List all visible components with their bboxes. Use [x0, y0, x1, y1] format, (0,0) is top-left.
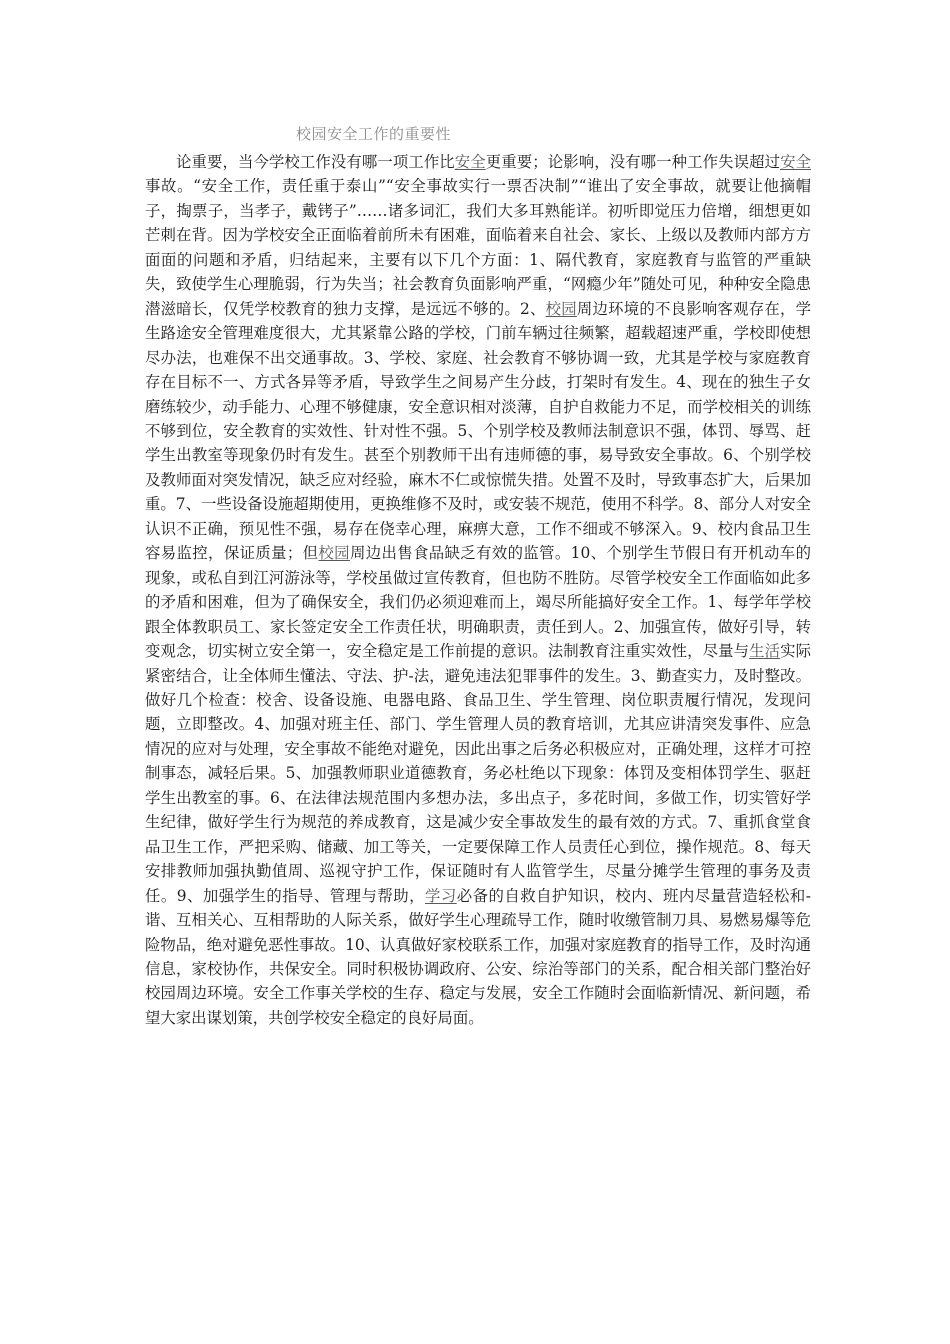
- inline-link[interactable]: 安全: [780, 153, 811, 171]
- body-text-segment: 更重要；论影响，没有哪一种工作失误超过: [485, 153, 781, 171]
- inline-link[interactable]: 学习: [425, 886, 457, 905]
- inline-link[interactable]: 安全: [454, 153, 486, 171]
- inline-link[interactable]: 校园: [318, 544, 350, 563]
- body-text-segment: 论重要，当今学校工作没有哪一项工作比: [176, 153, 455, 171]
- body-text-segment: 实际紧密结合，让全体师生懂法、守法、护-法，避免违法犯罪事件的发生。3、勤查实力，及时整改。做好几个检查：校舍、设备设施、电器电路、食品卫生、学生管理、岗位职责履行情况，发现问题，立即整改。4、加强对班主任、部门、学生管理人员的教育培训，尤其应讲清突发事件、应急情况的应对与处理，安全事故不能绝对避免，因此出事之后务必积极应对，正确处理，这样才可控制事态，减轻后果。5、加强教师职业道德教育，务必杜绝以下现象：体罚及变相体罚学生、驱赶学生出教室的事。6、在法律法规范围内多想办法，多出点子，多花时间，多做工作，切实管好学生纪律，做好学生行为规范的养成教育，这是减少安全事故发生的最有效的方式。7、重抓食堂食品卫生工作，严把采购、储藏、加工等关，一定要保障工作人员责任心到位，操作规范。8、每天安排教师加强执勤值周、巡视守护工作，保证随时有人监管学生，尽量分摊学生管理的事务及责任。9、加强学生的指导、管理与帮助，: [145, 642, 811, 905]
- document-body: [145, 150, 811, 1030]
- body-text-segment: 周边出售食品缺乏有效的监管。10、个别学生节假日有开机动车的现象，或私自到江河游泳等，学校虽做过宣传教育，但也防不胜防。尽管学校安全工作面临如此多的矛盾和困难，但为了确保安全，我们仍必须迎难而上，竭尽所能搞好安全工作。1、每学年学校跟全体教职员工、家长签定安全工作责任状，明确职责，责任到人。2、加强宣传，做好引导，转变观念，切实树立安全第一，安全稳定是工作前提的意识。法制教育注重实效性，尽量与: [145, 544, 811, 661]
- body-text-segment: 事故。“安全工作，责任重于泰山”“安全事故实行一票否决制”“谁出了安全事故，就要让他摘帽子，掏票子，当孝子，戴铐子”……诸多词汇，我们大多耳熟能详。初听即觉压力倍增，细想更如芒刺在背。因为学校安全正面临着前所未有困难，面临着来自社会、家长、上级以及教师内部方方面面的问题和矛盾，归结起来，主要有以下几个方面：1、隔代教育，家庭教育与监管的严重缺失，致使学生心理脆弱，行为失当；社会教育负面影响严重，“网瘾少年”随处可见，种种安全隐患潜滋暗长，仅凭学校教育的独力支撑，是远远不够的。2、: [145, 177, 811, 318]
- inline-link[interactable]: 生活: [749, 642, 781, 661]
- document-title: 校园安全工作的重要性: [296, 125, 452, 143]
- body-text-segment: 周边环境的不良影响客观存在，学生路途安全管理难度很大，尤其紧靠公路的学校，门前车辆过往频繁，超载超速严重，学校即使想尽办法，也难保不出交通事故。3、学校、家庭、社会教育不够协调一致，尤其是学校与家庭教育存在目标不一、方式各异等矛盾，导致学生之间易产生分歧，打架时有发生。4、现在的独生子女磨练较少，动手能力、心理不够健康，安全意识相对淡薄，自护自救能力不足，而学校相关的训练不够到位，安全教育的实效性、针对性不强。5、个别学校及教师法制意识不强，体罚、辱骂、赶学生出教室等现象仍时有发生。甚至个别教师干出有违师德的事，易导致安全事故。6、个别学校及教师面对突发情况，缺乏应对经验，麻木不仁或惊慌失措。处置不及时，导致事态扩大，后果加重。7、一些设备设施超期使用，更换维修不及时，或安装不规范，使用不科学。8、部分人对安全认识不正确，预见性不强，易存在侥幸心理，麻痹大意，工作不细或不够深入。9、校内食品卫生容易监控，保证质量；但: [145, 299, 811, 563]
- body-text-segment: 必备的自救自护知识，校内、班内尽量营造轻松和-谐、互相关心、互相帮助的人际关系，做好学生心理疏导工作，随时收缴管制刀具、易燃易爆等危险物品，绝对避免恶性事故。10、认真做好家校联系工作，加强对家庭教育的指导工作，及时沟通信息，家校协作，共保安全。同时积极协调政府、公安、综治等部门的关系，配合相关部门整治好校园周边环境。安全工作事关学校的生存、稳定与发展，安全工作随时会面临新情况、新问题，希望大家出谋划策，共创学校安全稳定的良好局面。: [145, 886, 811, 1027]
- inline-link[interactable]: 校园: [545, 299, 577, 318]
